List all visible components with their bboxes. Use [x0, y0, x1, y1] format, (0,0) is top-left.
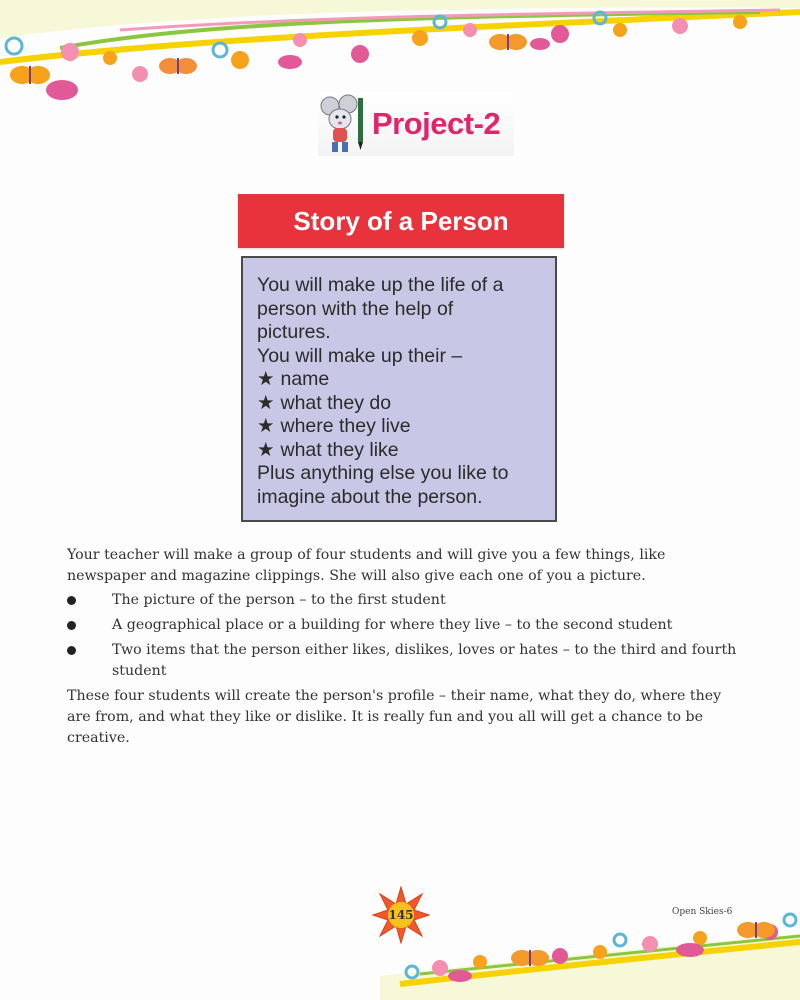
star-item	[257, 368, 545, 392]
bullet-item	[67, 590, 737, 611]
intro-line: You will make up the life of a	[257, 274, 504, 296]
closing-line: imagine about the person.	[257, 485, 483, 508]
story-title-banner: Story of a Person	[238, 194, 564, 248]
butterfly-icon	[159, 58, 197, 74]
project-title: Project-2	[372, 106, 501, 141]
closing-line: Plus anything else you like to	[257, 462, 509, 484]
bullet-text: A geographical place or a building for where they live – to the second student	[112, 617, 673, 633]
bullet-icon	[67, 621, 76, 630]
star-item-label: what they do	[280, 391, 392, 414]
star-icon: ★	[257, 368, 275, 390]
bullet-icon	[67, 596, 76, 605]
mouse-mascot-icon	[318, 92, 370, 156]
intro-line: pictures.	[257, 321, 331, 343]
bullet-text: Two items that the person either likes, dislikes, loves or hates – to the third and fourth student	[112, 642, 737, 679]
star-item	[257, 392, 545, 416]
book-name: Open Skies-6	[672, 907, 733, 917]
intro-line: You will make up their –	[257, 344, 463, 367]
bullet-text: The picture of the person – to the first student	[112, 592, 446, 608]
intro-line: person with the help of	[257, 297, 454, 320]
star-icon: ★	[257, 391, 275, 414]
star-icon: ★	[257, 438, 275, 461]
butterfly-icon	[511, 950, 549, 966]
body-paragraph: Your teacher will make a group of four students and will give you a few things, like newspaper and magazine clippings. She will also give each one of you a picture.	[67, 547, 666, 584]
bullet-list	[67, 590, 737, 686]
star-item-label: what they like	[280, 438, 399, 461]
butterfly-icon	[489, 34, 527, 50]
project-heading	[318, 92, 514, 156]
body-paragraph: These four students will create the person's profile – their name, what they do, where they are from, and what they like or dislike. It is really fun and you all will get a chance to be creative.	[67, 688, 722, 746]
star-item-label: where they live	[280, 415, 411, 437]
butterfly-icon	[737, 922, 775, 938]
instructions-box	[241, 256, 557, 522]
bullet-item	[67, 640, 737, 682]
butterfly-icon	[10, 66, 50, 84]
star-icon: ★	[257, 415, 275, 437]
star-item	[257, 415, 545, 439]
bullet-icon	[67, 646, 76, 655]
star-item	[257, 439, 545, 463]
star-item-label: name	[280, 368, 330, 390]
bullet-item	[67, 615, 737, 636]
page-number: 145	[388, 908, 414, 922]
